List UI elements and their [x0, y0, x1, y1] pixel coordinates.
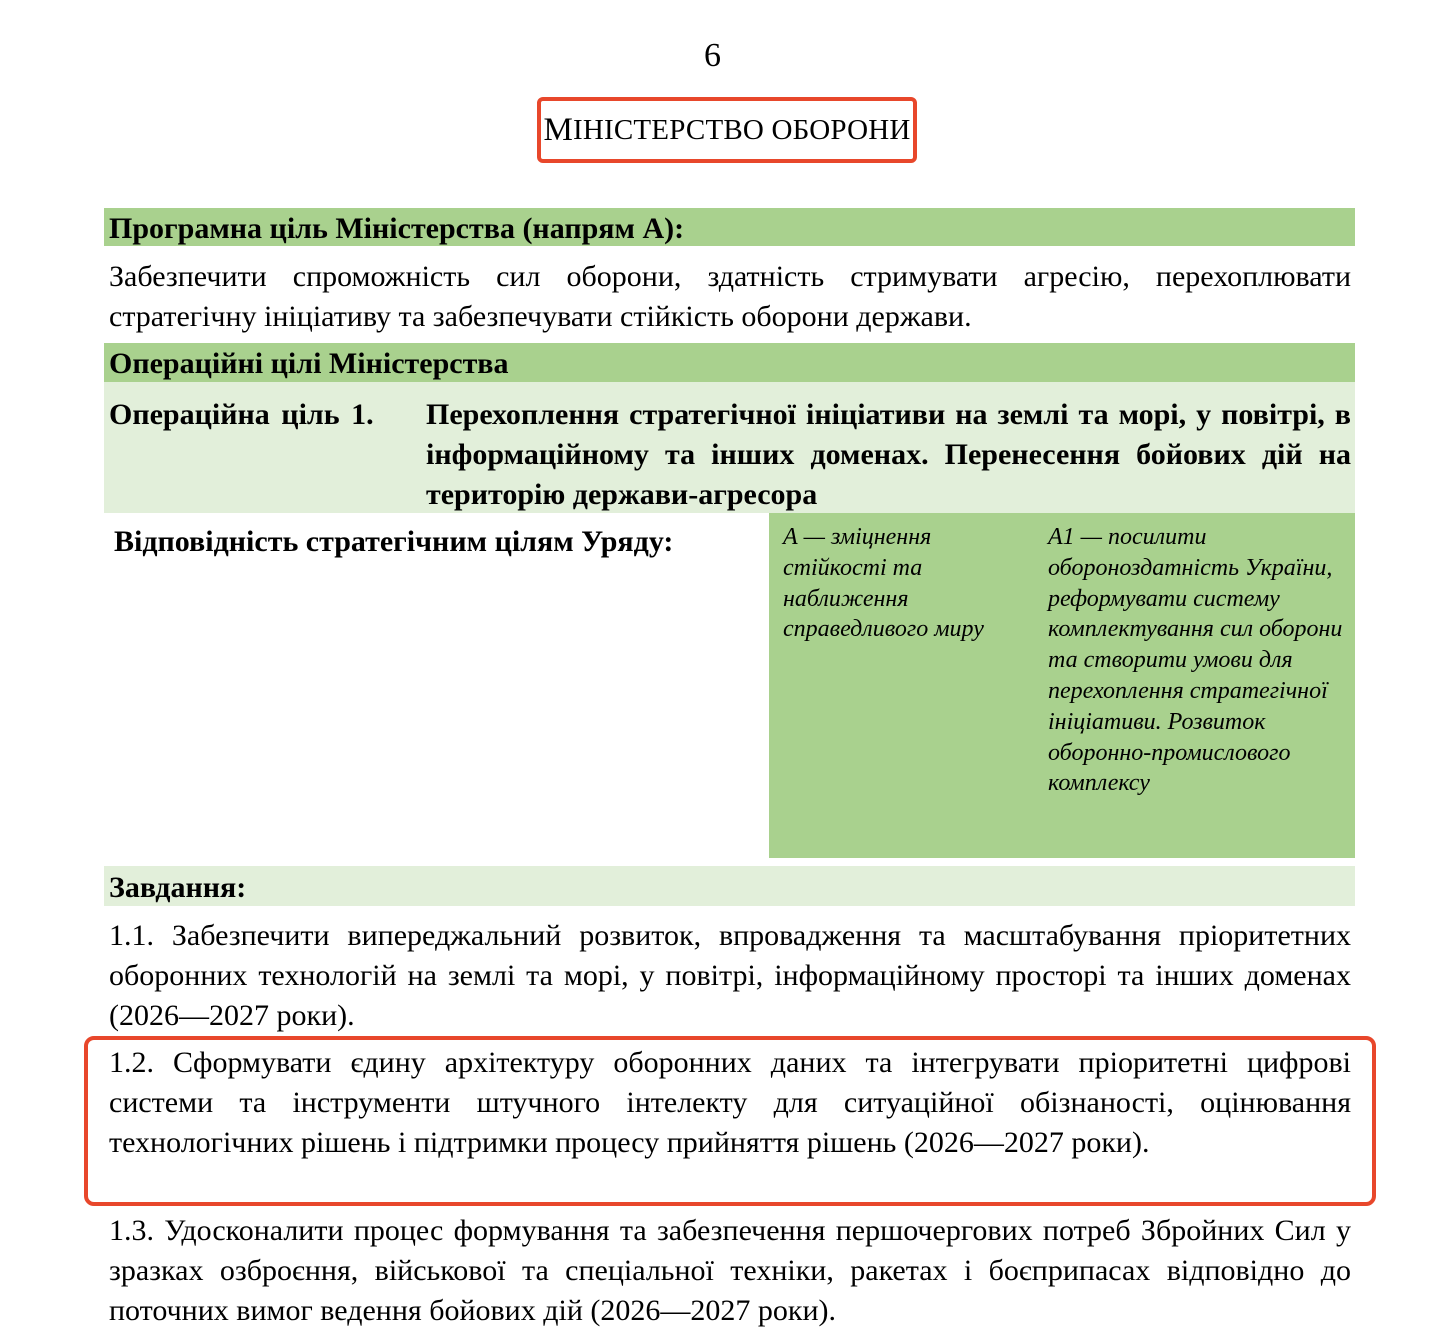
ministry-title-initial: М — [543, 111, 573, 148]
operational-goal-1-label: Операційна ціль 1. — [109, 398, 374, 431]
program-goal-heading: Програмна ціль Міністерства (напрям А): — [104, 208, 1355, 246]
operational-goals-heading: Операційні цілі Міністерства — [104, 343, 1355, 382]
task-1-2: 1.2. Сформувати єдину архітектуру оборонних даних та інтегрувати пріоритетні цифрові системи та інструменти штучного інтелекту для ситуаційної обізнаності, оцінювання технологічних рішень і підтримки процесу прийняття рішень (2026—2027 роки). — [109, 1046, 1351, 1159]
task-1-1: 1.1. Забезпечити випереджальний розвиток, впровадження та масштабування пріоритетних оборонних технологій на землі та морі, у повітрі, інформаційному просторі та інших доменах (2026—2027 роки). — [109, 919, 1351, 1032]
government-alignment-label: Відповідність стратегічним цілям Уряду: — [114, 525, 674, 558]
ministry-title — [537, 97, 917, 163]
government-goal-a: А — зміцнення стійкості та наближення справедливого миру — [783, 524, 984, 643]
operational-goal-1-text: Перехоплення стратегічної ініціативи на землі та морі, у повітрі, в інформаційному та інших доменах. Перенесення бойових дій на територію держави-агресора — [426, 398, 1351, 511]
page-number: 6 — [704, 37, 721, 74]
task-1-3: 1.3. Удосконалити процес формування та забезпечення першочергових потреб Збройних Сил у зразках озброєння, військової та спеціальної техніки, ракетах і боєприпасах відповідно до поточних вимог ведення бойових дій (2026—2027 роки). — [109, 1214, 1351, 1327]
ministry-title-rest: ІНІСТЕРСТВО ОБОРОНИ — [572, 113, 911, 146]
tasks-heading: Завдання: — [104, 866, 1355, 906]
program-goal-text: Забезпечити спроможність сил оборони, здатність стримувати агресію, перехоплювати стратегічну ініціативу та забезпечувати стійкість оборони держави. — [109, 260, 1351, 333]
government-goal-a1: А1 — посилити обороноздатність України, реформувати систему комплектування сил оборони та створити умови для перехоплення стратегічної ініціативи. Розвиток оборонно-промислового комплексу — [1048, 524, 1343, 797]
